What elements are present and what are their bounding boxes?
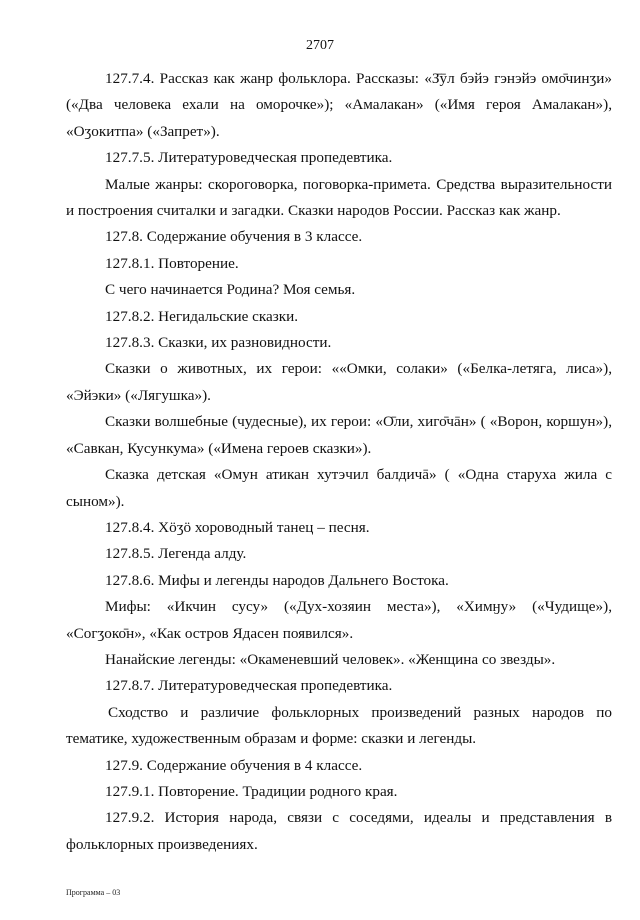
paragraph: Сказки о животных, их герои: ««Омки, солаки» («Белка-летяга, лиса»), «Эйэки» («Лягушка»).	[66, 360, 612, 404]
paragraph: Мифы: «Икчин сусу» («Дух-хозяин места»), «Химӈу» («Чудище»), «Согӡоко̄н», «Как остров Ядасен появился».	[66, 598, 612, 642]
paragraph: 127.8.3. Сказки, их разновидности.	[105, 334, 332, 352]
paragraph: 127.8.5. Легенда алду.	[105, 545, 247, 563]
paragraph: 127.8.6. Мифы и легенды народов Дальнего Востока.	[105, 571, 449, 589]
paragraph: С чего начинается Родина? Моя семья.	[105, 281, 356, 299]
paragraph: Сходство и различие фольклорных произведений разных народов по тематике, художественным образам и форме: сказки и легенды.	[66, 703, 612, 748]
page-number: 2707	[306, 38, 334, 53]
paragraph: Сказка детская «Омун атикан хутэчил балдичā» ( «Одна старуха жила с сыном»).	[66, 466, 612, 510]
paragraph: 127.8.7. Литературоведческая пропедевтика.	[105, 677, 393, 695]
paragraph: 127.9.1. Повторение. Традиции родного края.	[105, 782, 398, 800]
paragraph: 127.8.4. Хӧӡӧ хороводный танец – песня.	[105, 518, 370, 536]
paragraph: 127.9. Содержание обучения в 4 классе.	[105, 756, 363, 774]
paragraph: Нанайские легенды: «Окаменевший человек». «Женщина со звезды».	[105, 650, 556, 668]
paragraph: 127.8.1. Повторение.	[105, 254, 239, 272]
paragraph: 127.7.5. Литературоведческая пропедевтика.	[105, 149, 393, 167]
paragraph: 127.8.2. Негидальские сказки.	[105, 307, 299, 325]
paragraph: Сказки волшебные (чудесные), их герои: «О̄ли, хиго̄чāн» ( «Ворон, коршун»), «Савкан, Кусункума» («Имена героев сказки»).	[66, 413, 612, 457]
paragraph: 127.9.2. История народа, связи с соседями, идеалы и представления в фольклорных произведениях.	[66, 809, 612, 853]
footer-label: Программа – 03	[66, 888, 121, 897]
paragraph: 127.7.4. Рассказ как жанр фольклора. Рассказы: «З̄ӯл бэйэ гэнэйэ омо̄чинӡи» («Два человека ехали на оморочке»); «Амалакан» («Имя героя Амалакан»), «Оӡокитпа» («Запрет»).	[66, 70, 612, 140]
document-body	[66, 66, 612, 858]
paragraph: 127.8. Содержание обучения в 3 классе.	[105, 228, 363, 246]
paragraph: Малые жанры: скороговорка, поговорка-примета. Средства выразительности и построения считалки и загадки. Сказки народов России. Рассказ как жанр.	[66, 175, 612, 220]
